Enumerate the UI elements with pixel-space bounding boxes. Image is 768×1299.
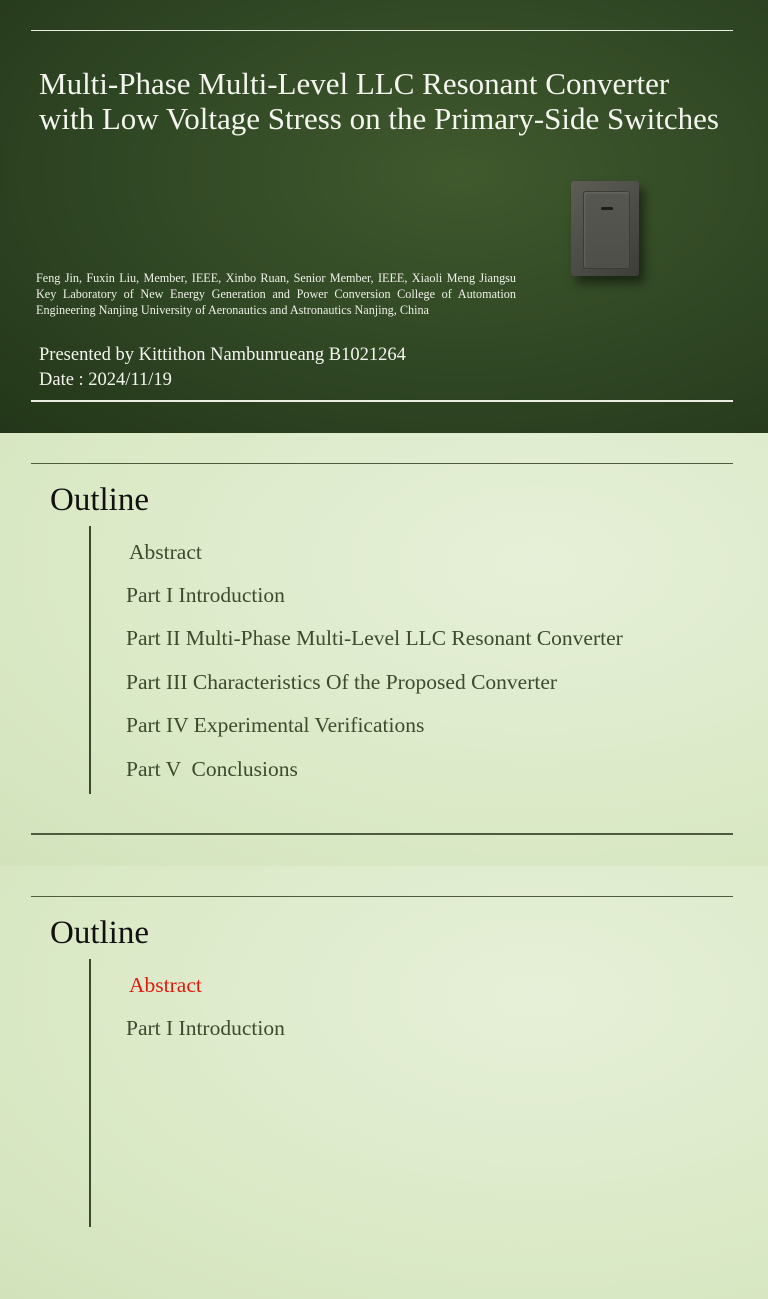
outline-vertical-bar xyxy=(89,526,91,794)
switch-rocker xyxy=(583,191,630,269)
light-switch-icon xyxy=(571,181,639,276)
outline-item-part-2: Part II Multi-Phase Multi-Level LLC Resonant Converter xyxy=(126,626,623,650)
outline-item-abstract-active: Abstract xyxy=(129,973,202,997)
presenter-line: Presented by Kittithon Nambunrueang B1021264 xyxy=(39,345,406,365)
outline-item-part-3: Part III Characteristics Of the Proposed Converter xyxy=(126,670,558,694)
authors-affiliation: Feng Jin, Fuxin Liu, Member, IEEE, Xinbo Ruan, Senior Member, IEEE, Xiaoli Meng Jiangsu Key Laboratory of New Energy Generation and Power Conversion College of Automation Engineering Nanjing University of Aeronautics and Astronautics Nanjing, China xyxy=(36,271,516,317)
outline-item-abstract: Abstract xyxy=(129,540,202,564)
outline-top-rule xyxy=(31,896,733,897)
outline-item-part-4: Part IV Experimental Verifications xyxy=(126,713,425,737)
bottom-rule xyxy=(31,400,733,402)
title-slide xyxy=(0,0,768,433)
outline-slide xyxy=(0,433,768,866)
outline-top-rule xyxy=(31,463,733,464)
outline-item-part-5: Part V Conclusions xyxy=(126,757,298,781)
switch-indicator xyxy=(601,207,613,210)
outline-bottom-rule xyxy=(31,833,733,835)
top-rule xyxy=(31,30,733,31)
outline-item-part-1: Part I Introduction xyxy=(126,1016,285,1040)
outline-item-part-1: Part I Introduction xyxy=(126,583,285,607)
outline-slide-abstract xyxy=(0,866,768,1299)
outline-vertical-bar xyxy=(89,959,91,1227)
outline-heading: Outline xyxy=(50,482,149,518)
outline-heading: Outline xyxy=(50,915,149,951)
date-line: Date : 2024/11/19 xyxy=(39,370,172,390)
presentation-title: Multi-Phase Multi-Level LLC Resonant Converter with Low Voltage Stress on the Primary-Side Switches xyxy=(39,66,719,136)
